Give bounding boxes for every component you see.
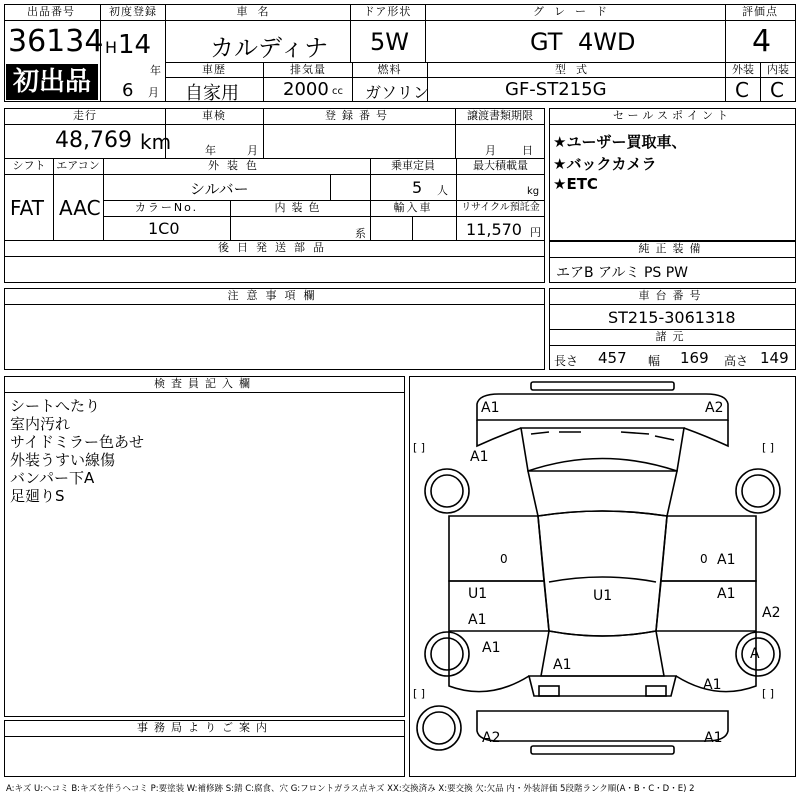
fuel-label: 燃料 bbox=[377, 63, 402, 76]
bracket-right-top: [ ] bbox=[762, 441, 775, 454]
mark-roof: U1 bbox=[593, 588, 613, 604]
color-no-label: カラーNo. bbox=[134, 201, 199, 214]
interior-score: C bbox=[770, 78, 784, 102]
model-label: 型式 bbox=[555, 63, 597, 76]
sales-point-2: ★バックカメラ bbox=[553, 155, 657, 173]
chassis-label: 車台番号 bbox=[638, 289, 707, 302]
mark-trunk: A1 bbox=[553, 657, 572, 673]
lot-number: 36134 bbox=[8, 24, 104, 59]
reg-month-unit: 月 bbox=[148, 86, 159, 99]
office-label: 事務局よりご案内 bbox=[137, 721, 273, 734]
bracket-left-top: [ ] bbox=[413, 441, 426, 454]
specs-label: 諸元 bbox=[655, 330, 690, 343]
displacement-unit: cc bbox=[332, 86, 343, 97]
reg-era: H bbox=[105, 38, 118, 57]
length-label: 長さ bbox=[554, 354, 579, 368]
height-label: 高さ bbox=[724, 354, 749, 368]
mark-right-rear-fender: A2 bbox=[762, 605, 781, 621]
mark-left-pillar: U1 bbox=[468, 586, 488, 602]
mileage-unit: km bbox=[140, 130, 172, 154]
bracket-right-bottom: [ ] bbox=[762, 687, 775, 700]
reg-year-unit: 年 bbox=[150, 64, 161, 77]
history-label: 車歴 bbox=[202, 63, 226, 76]
inspector-line-1: シートへたり bbox=[10, 397, 101, 415]
transfer-month: 月 bbox=[485, 144, 496, 157]
mark-right-rear-quarter: A1 bbox=[703, 677, 722, 693]
door-label: ドア形状 bbox=[363, 5, 412, 18]
inspector-line-5: バンパー下A bbox=[10, 469, 95, 487]
ext-color: シルバー bbox=[190, 180, 249, 198]
mark-front-right-corner: A2 bbox=[705, 400, 724, 416]
chassis-number: ST215-3061318 bbox=[608, 308, 736, 327]
equipment-value: エアB アルミ PS PW bbox=[556, 265, 689, 281]
legend: A:キズ U:ヘコミ B:キズを伴うヘコミ P:要塗装 W:補修跡 S:錆 C:腐食、穴 G:フロントガラス点キズ XX:交換済み X:要交換 欠:欠品 内・外装評価 5段階ランク順(A・B・C・D・E) 2 bbox=[6, 784, 695, 794]
mark-left-front-door: 0 bbox=[500, 552, 508, 566]
inspector-label: 検査員記入欄 bbox=[154, 377, 256, 390]
mark-right-rear-door: A1 bbox=[717, 586, 736, 602]
inspector-line-4: 外装うすい線傷 bbox=[10, 451, 116, 469]
ext-color-label: 外装色 bbox=[208, 159, 265, 172]
shift: FAT bbox=[10, 196, 45, 220]
car-diagram bbox=[409, 376, 796, 777]
inspector-line-6: 足廻りS bbox=[10, 487, 65, 505]
import-label: 輸入車 bbox=[393, 201, 433, 214]
load-unit: kg bbox=[527, 186, 540, 197]
recycle: 11,570 bbox=[466, 220, 522, 239]
inspector-line-2: 室内汚れ bbox=[10, 415, 71, 433]
mark-right-front-door-0: 0 bbox=[700, 552, 708, 566]
mark-right-front-door: A1 bbox=[717, 552, 736, 568]
history: 自家用 bbox=[185, 83, 239, 104]
reg-no-label: 登録番号 bbox=[325, 109, 393, 122]
fuel: ガソリン bbox=[365, 83, 430, 102]
grade-label: グレード bbox=[533, 5, 617, 18]
int-color-unit: 系 bbox=[355, 227, 366, 240]
width: 169 bbox=[680, 349, 709, 367]
capacity: 5 bbox=[412, 178, 423, 197]
aircon-label: エアコン bbox=[56, 159, 100, 172]
score-label: 評価点 bbox=[742, 5, 778, 18]
exterior-label: 外装 bbox=[732, 63, 754, 76]
capacity-unit: 人 bbox=[437, 184, 448, 197]
bracket-left-bottom: [ ] bbox=[413, 687, 426, 700]
door-type: 5W bbox=[370, 28, 409, 56]
mark-left-rear-fender: A1 bbox=[482, 640, 501, 656]
inspector-line-3: サイドミラー色あせ bbox=[10, 433, 144, 451]
load-label: 最大積載量 bbox=[473, 159, 528, 172]
aircon: AAC bbox=[59, 196, 101, 220]
transfer-day: 日 bbox=[522, 144, 533, 157]
mark-left-front-fender: A1 bbox=[470, 449, 489, 465]
sales-point-1: ★ユーザー買取車、 bbox=[553, 133, 687, 151]
equipment-label: 純正装備 bbox=[638, 242, 707, 255]
later-parts-label: 後日発送部品 bbox=[218, 241, 332, 254]
mark-rear-left: A2 bbox=[482, 730, 501, 746]
color-no: 1C0 bbox=[148, 219, 180, 238]
interior-label: 内装 bbox=[767, 63, 789, 76]
mark-right-rear-wheel: A bbox=[750, 646, 760, 662]
sales-label: セールスポイント bbox=[612, 109, 732, 122]
mark-left-rear-door: A1 bbox=[468, 612, 487, 628]
recycle-unit: 円 bbox=[530, 226, 541, 239]
sales-point-3: ★ETC bbox=[553, 175, 598, 193]
displacement-label: 排気量 bbox=[290, 63, 326, 76]
car-name: カルディナ bbox=[210, 34, 329, 62]
shift-label: シフト bbox=[12, 159, 46, 172]
first-listing-badge: 初出品 bbox=[6, 64, 98, 100]
mileage-label: 走行 bbox=[73, 109, 97, 122]
recycle-label: リサイクル預託金 bbox=[461, 202, 540, 213]
score: 4 bbox=[752, 24, 772, 59]
grade: GT 4WD bbox=[530, 28, 636, 56]
inspection-label: 車検 bbox=[202, 109, 226, 122]
transfer-label: 譲渡書類期限 bbox=[467, 109, 533, 122]
exterior-score: C bbox=[735, 78, 749, 102]
inspection-month: 月 bbox=[247, 144, 258, 157]
reg-label: 初度登録 bbox=[109, 5, 157, 18]
width-label: 幅 bbox=[648, 354, 661, 368]
height: 149 bbox=[760, 349, 789, 367]
notes-label: 注意事項欄 bbox=[227, 289, 323, 302]
reg-month: 6 bbox=[122, 80, 134, 101]
capacity-label: 乗車定員 bbox=[391, 159, 435, 172]
inspection-year: 年 bbox=[205, 144, 216, 157]
car-name-label: 車名 bbox=[236, 5, 279, 18]
length: 457 bbox=[598, 349, 627, 367]
mark-rear-right: A1 bbox=[704, 730, 723, 746]
mileage: 48,769 bbox=[55, 128, 132, 153]
model: GF-ST215G bbox=[505, 79, 607, 100]
displacement: 2000 bbox=[283, 79, 329, 100]
lot-label: 出品番号 bbox=[27, 5, 75, 18]
reg-year: 14 bbox=[118, 30, 152, 60]
int-color-label: 内装色 bbox=[274, 201, 326, 214]
mark-front-left-corner: A1 bbox=[481, 400, 500, 416]
